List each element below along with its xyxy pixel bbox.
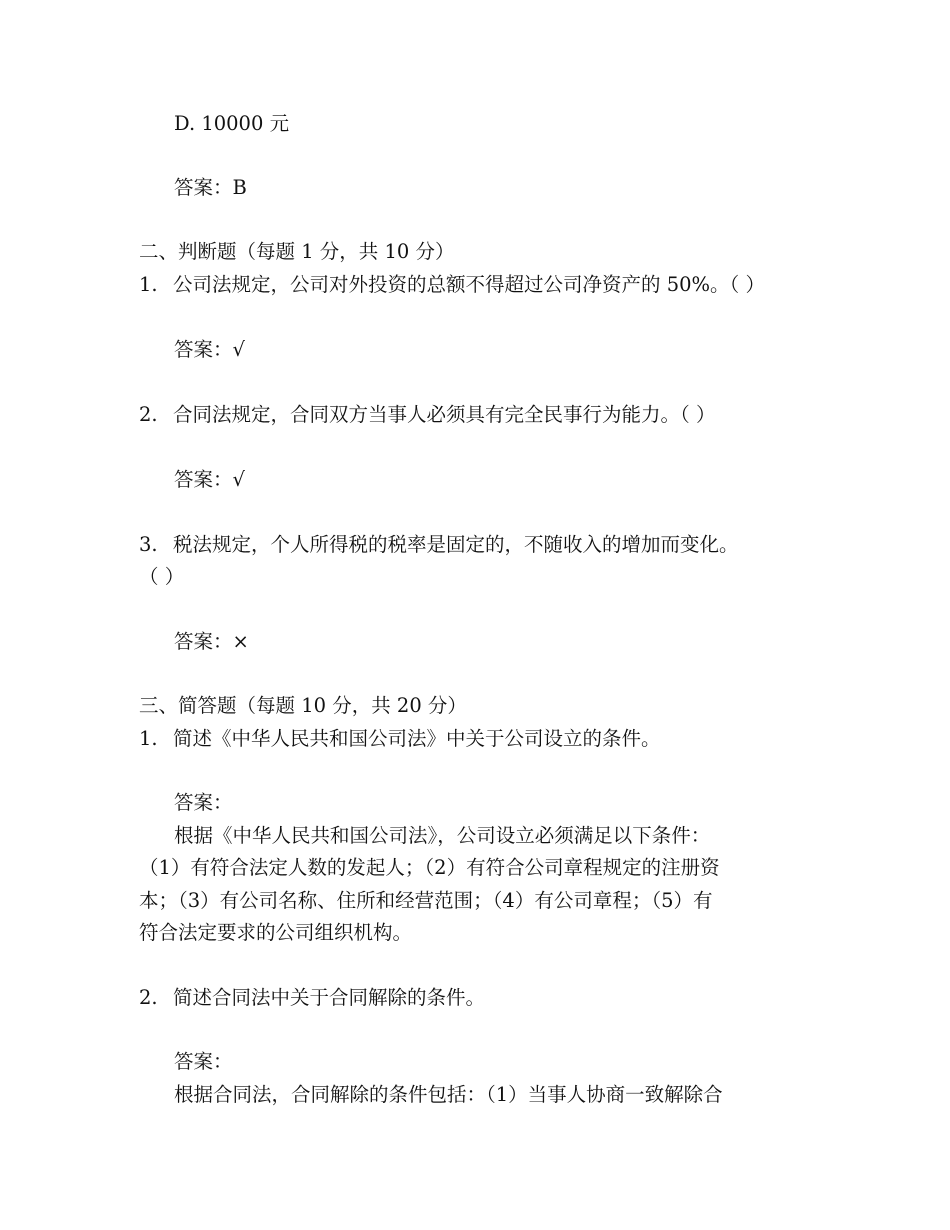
section-heading: 二、判断题（每题 1 分，共 10 分） [139, 240, 455, 263]
question-number: 2. [139, 986, 158, 1009]
question-item [139, 535, 739, 555]
answer-line: 答案：× [174, 630, 249, 653]
question-item [139, 988, 485, 1008]
question-number: 1. [139, 727, 158, 750]
question-number: 2. [139, 403, 158, 426]
question-text: 合同法规定，合同双方当事人必须具有完全民事行为能力。（ ） [173, 403, 716, 426]
answer-label: 答案： [174, 791, 233, 814]
question-item [139, 405, 715, 425]
section-heading: 三、简答题（每题 10 分，共 20 分） [139, 694, 467, 717]
answer-paragraph-first-line: 根据《中华人民共和国公司法》，公司设立必须满足以下条件： [174, 824, 711, 847]
answer-label: 答案： [174, 1050, 233, 1073]
option-d: D. 10000 元 [174, 112, 290, 135]
answer-paragraph-line: 符合法定要求的公司组织机构。 [139, 921, 413, 944]
answer-paragraph-line: （1）有符合法定人数的发起人；（2）有符合公司章程规定的注册资 [139, 856, 720, 879]
answer-line: 答案：√ [174, 468, 245, 491]
question-number: 1. [139, 273, 158, 296]
question-text-continued: （ ） [139, 565, 185, 588]
question-item [139, 729, 661, 749]
answer-line: 答案：B [174, 176, 247, 199]
question-item [139, 275, 765, 295]
question-text: 税法规定，个人所得税的税率是固定的，不随收入的增加而变化。 [173, 533, 739, 556]
answer-paragraph-line: 本；（3）有公司名称、住所和经营范围；（4）有公司章程；（5）有 [139, 889, 713, 912]
question-text: 公司法规定，公司对外投资的总额不得超过公司净资产的 50%。（ ） [173, 273, 765, 296]
question-number: 3. [139, 533, 158, 556]
question-text: 简述《中华人民共和国公司法》中关于公司设立的条件。 [173, 727, 661, 750]
answer-line: 答案：√ [174, 338, 245, 361]
question-text: 简述合同法中关于合同解除的条件。 [173, 986, 486, 1009]
answer-paragraph-first-line: 根据合同法，合同解除的条件包括：（1）当事人协商一致解除合 [174, 1083, 723, 1106]
